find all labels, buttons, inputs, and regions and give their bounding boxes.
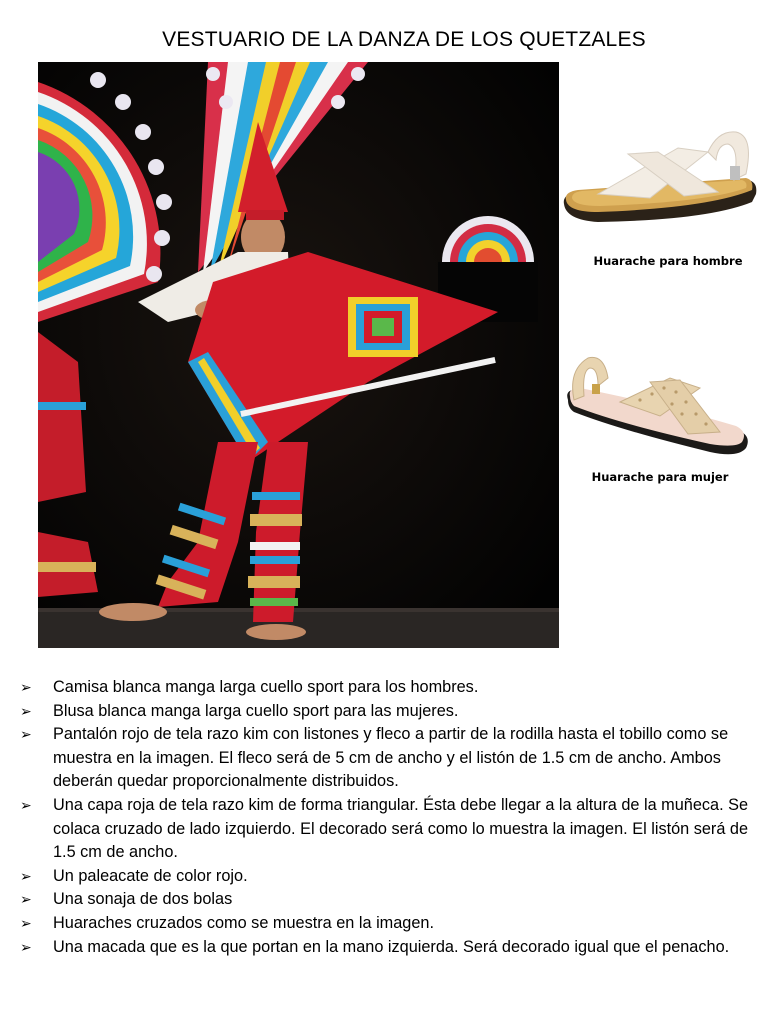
list-item: ➢ Camisa blanca manga larga cuello sport para los hombres. (20, 676, 750, 700)
list-item: ➢ Una sonaja de dos bolas (20, 888, 750, 912)
list-item: ➢ Un paleacate de color rojo. (20, 865, 750, 889)
arrow-bullet-icon: ➢ (20, 702, 32, 719)
list-item: ➢ Huaraches cruzados como se muestra en la imagen. (20, 912, 750, 936)
caption-huarache-mujer: Huarache para mujer (591, 470, 729, 484)
sandal-women-icon (560, 348, 754, 460)
arrow-bullet-icon: ➢ (20, 891, 32, 908)
caption-huarache-hombre: Huarache para hombre (593, 254, 743, 268)
list-item: ➢ Blusa blanca manga larga cuello sport para las mujeres. (20, 700, 750, 724)
arrow-bullet-icon: ➢ (20, 938, 32, 955)
arrow-bullet-icon: ➢ (20, 679, 32, 695)
arrow-bullet-icon: ➢ (20, 914, 32, 931)
list-item: ➢ Una capa roja de tela razo kim de forma triangular. Ésta debe llegar a la altura de la muñeca. Se colaca cruzado de lado izquierdo. El decorado será como lo muestra la imagen. El listón será de 1.5 cm de ancho. (20, 795, 749, 862)
arrow-bullet-icon: ➢ (20, 867, 32, 884)
sandal-men-icon (558, 122, 760, 234)
arrow-bullet-icon: ➢ (20, 726, 32, 743)
quetzal-dancer-photo (38, 62, 559, 648)
page-title: VESTUARIO DE LA DANZA DE LOS QUETZALES (162, 28, 646, 51)
list-item: ➢ Una macada que es la que portan en la mano izquierda. Será decorado igual que el penacho. (20, 936, 750, 960)
list-item: ➢ Pantalón rojo de tela razo kim con listones y fleco a partir de la rodilla hasta el tobillo como se muestra en la imagen. El fleco será de 5 cm de ancho y el listón de 1.5 cm de ancho. Ambos deberán quedar proporcionalmente distribuidos. (20, 725, 729, 791)
costume-requirements-list (20, 676, 750, 959)
arrow-bullet-icon: ➢ (20, 796, 32, 813)
